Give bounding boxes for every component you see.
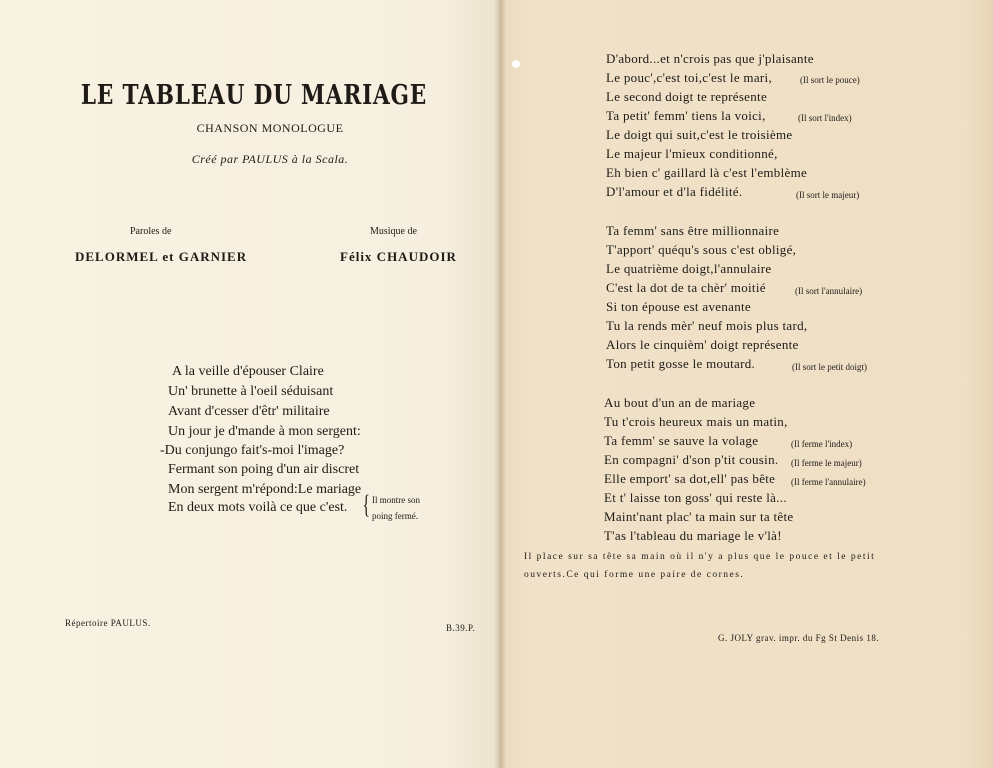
stanza-line: Si ton épouse est avenante: [606, 299, 751, 314]
stanza-line: Alors le cinquièm' doigt représente: [606, 337, 799, 352]
verse-line: A la veille d'épouser Claire: [172, 364, 324, 379]
stage-direction: (Il ferme le majeur): [791, 458, 862, 468]
verse-line: Un' brunette à l'oeil séduisant: [168, 384, 334, 399]
stanza-line: Ta petit' femm' tiens la voici,: [606, 108, 766, 123]
stanza-line: Et t' laisse ton goss' qui reste là...: [604, 490, 787, 505]
stage-direction: (Il ferme l'annulaire): [791, 477, 866, 487]
stanza-line: Ta femm' se sauve la volage: [604, 433, 759, 448]
verse-line: Fermant son poing d'un air discret: [168, 462, 360, 477]
song-subtitle: CHANSON MONOLOGUE: [196, 121, 344, 135]
stanza-line: T'as l'tableau du mariage le v'là!: [604, 528, 782, 543]
footer-catalog-number: B.39.P.: [446, 623, 476, 633]
brace-icon: {: [362, 490, 370, 519]
paper-spot: [512, 60, 520, 68]
stanza-line: C'est la dot de ta chèr' moitié: [606, 280, 766, 295]
lyrics-label: Paroles de: [130, 226, 172, 237]
stanza-line: Ton petit gosse le moutard.: [606, 356, 756, 371]
stanza-line: Tu t'crois heureux mais un matin,: [604, 414, 788, 429]
footer-repertoire: Répertoire PAULUS.: [65, 618, 151, 628]
closing-note-line: Il place sur sa tête sa main où il n'y a plus que le pouce et le petit: [524, 552, 876, 562]
stage-direction: (Il ferme l'index): [791, 439, 853, 449]
stage-direction: poing fermé.: [372, 511, 418, 521]
printer-imprint: G. JOLY grav. impr. du Fg St Denis 18.: [718, 633, 880, 643]
stanza-line: D'l'amour et d'la fidélité.: [606, 184, 743, 199]
lyricists-names: DELORMEL et GARNIER: [75, 249, 248, 264]
stage-direction: (Il sort l'annulaire): [795, 286, 863, 296]
stage-direction: (Il sort le petit doigt): [792, 362, 867, 372]
verse-line: Un jour je d'mande à mon sergent:: [168, 424, 361, 439]
stanza-line: Le majeur l'mieux conditionné,: [606, 146, 778, 161]
stanza-line: T'apport' quéqu's sous c'est obligé,: [606, 242, 797, 257]
stanza-line: Maint'nant plac' ta main sur ta tête: [604, 509, 794, 524]
stanza-line: Ta femm' sans être millionnaire: [606, 223, 780, 238]
stanza-line: Tu la rends mèr' neuf mois plus tard,: [606, 318, 808, 333]
music-label: Musique de: [370, 226, 417, 237]
stanza-line: Le second doigt te représente: [606, 89, 768, 104]
song-title: LE TABLEAU DU MARIAGE: [80, 80, 428, 111]
stanza-line: Le quatrième doigt,l'annulaire: [606, 261, 772, 276]
stage-direction: Il montre son: [372, 495, 420, 505]
stanza-line: Au bout d'un an de mariage: [604, 395, 756, 410]
stanza-line: D'abord...et n'crois pas que j'plaisante: [606, 51, 814, 66]
verse-line: -Du conjungo fait's-moi l'image?: [160, 443, 345, 458]
stanza-line: Le doigt qui suit,c'est le troisième: [606, 127, 793, 142]
stanza-line: Eh bien c' gaillard là c'est l'emblème: [606, 165, 808, 180]
verse-line: Avant d'cesser d'êtr' militaire: [168, 404, 330, 419]
verse-line: Mon sergent m'répond:Le mariage: [168, 482, 362, 497]
stage-direction: (Il sort l'index): [798, 113, 852, 123]
stanza-line: Le pouc',c'est toi,c'est le mari,: [606, 70, 773, 85]
verse-line: En deux mots voilà ce que c'est.: [168, 500, 348, 515]
closing-note-line: ouverts.Ce qui forme une paire de cornes.: [524, 570, 745, 580]
stanza-line: En compagni' d'son p'tit cousin.: [604, 452, 779, 467]
stage-direction: (Il sort le pouce): [800, 75, 860, 85]
composer-name: Félix CHAUDOIR: [340, 249, 457, 264]
stage-direction: (Il sort le majeur): [796, 190, 860, 200]
stanza-line: Elle emport' sa dot,ell' pas bête: [604, 471, 776, 486]
performer-credit: Créé par PAULUS à la Scala.: [191, 152, 349, 166]
book-gutter: [494, 0, 506, 768]
